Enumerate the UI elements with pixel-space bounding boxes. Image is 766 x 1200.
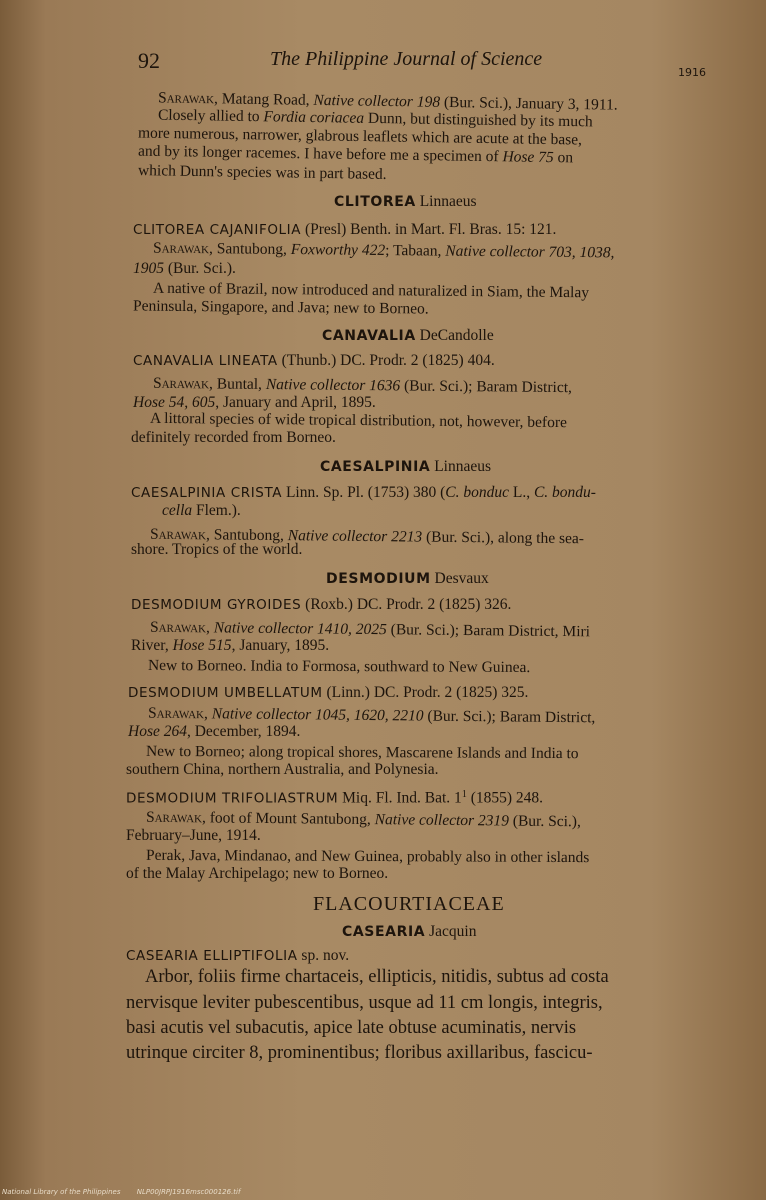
text-run: (1855) 248. <box>466 789 544 807</box>
text-run: FLACOURTIACEAE <box>313 893 505 915</box>
text-run: (Bur. Sci.), along the sea- <box>422 528 585 548</box>
text-run: Santubong, <box>216 240 291 259</box>
text-run: CANAVALIA LINEATA <box>133 353 278 369</box>
page-year: 1916 <box>678 66 706 79</box>
text-run: basi acutis vel subacutis, apice late obtuse acuminatis, nervis <box>126 1018 577 1038</box>
text-run: Sarawak <box>145 808 203 827</box>
text-run: C. bondu- <box>533 484 596 501</box>
text-line: Sarawak, Santubong, Foxworthy 422; Tabaan, Native collector 703, 1038, <box>152 239 615 262</box>
text-run: Linn. Sp. Pl. (1753) 380 ( <box>282 484 446 501</box>
page-number: 92 <box>138 48 160 73</box>
text-run: DESMODIUM <box>326 571 431 587</box>
text-run: Peninsula, Singapore, and Java; new to Borneo. <box>132 297 429 318</box>
text-run: Native collector 2213 <box>287 527 423 546</box>
text-run: , January and April, 1895. <box>215 394 376 411</box>
family-heading <box>313 893 505 916</box>
text-line: Sarawak, Santubong, Native collector 2213 (Bur. Sci.), along the sea- <box>149 525 585 548</box>
text-run: (Roxb.) DC. Prodr. 2 (1825) 326. <box>301 596 512 613</box>
species-heading <box>133 352 495 370</box>
text-run: CLITOREA CAJANIFOLIA <box>133 222 302 238</box>
text-run: 1905 <box>133 260 164 277</box>
text-run: CANAVALIA <box>322 328 416 344</box>
text-run: of the Malay Archipelago; new to Borneo. <box>126 865 389 882</box>
text-run: Linnaeus <box>415 193 477 210</box>
text-line <box>148 657 530 677</box>
text-run: DESMODIUM GYROIDES <box>131 597 302 613</box>
text-run: Arbor, foliis firme chartaceis, ellipticis, nitidis, subtus ad costa <box>145 967 609 987</box>
text-line: Sarawak, Matang Road, Native collector 198 (Bur. Sci.), January 3, 1911. <box>157 89 618 114</box>
latin-description-line <box>126 1042 592 1064</box>
text-run: DESMODIUM UMBELLATUM <box>128 685 323 701</box>
text-run: A native of Brazil, now introduced and naturalized in Siam, the Malay <box>152 279 590 302</box>
text-run: Perak, Java, Mindanao, and New Guinea, probably also in other islands <box>145 846 590 867</box>
text-run: Sarawak <box>147 704 205 723</box>
scan-footer <box>2 1188 254 1196</box>
text-run: 1 <box>461 789 467 800</box>
text-run: Native collector 198 <box>313 91 441 111</box>
text-run: nervisque leviter pubescentibus, usque ad 11 cm longis, integris, <box>126 993 603 1013</box>
text-run: River, <box>131 637 173 654</box>
footer-file-id: NLP00JRPJ1916msc000126.tif <box>136 1188 241 1196</box>
text-line: Sarawak, Native collector 1045, 1620, 2210 (Bur. Sci.); Baram District, <box>147 704 596 727</box>
text-run: (Linn.) DC. Prodr. 2 (1825) 325. <box>322 684 529 701</box>
text-run: (Bur. Sci.); Baram District, <box>400 377 573 397</box>
latin-description-line <box>126 992 603 1014</box>
text-run: and by its longer racemes. I have before me a specimen of <box>137 142 503 166</box>
text-line <box>162 502 241 520</box>
text-run: CLITOREA <box>334 194 416 210</box>
text-run: Native collector 703, 1038, <box>445 242 615 262</box>
text-run: A littoral species of wide tropical distribution, not, however, before <box>149 409 568 432</box>
text-run: Native collector 1636 <box>265 375 401 395</box>
text-run: (Bur. Sci.). <box>164 260 236 277</box>
running-title: The Philippine Journal of Science <box>270 48 543 70</box>
text-run: shore. Tropics of the world. <box>131 541 303 558</box>
species-heading <box>128 684 528 702</box>
text-line <box>126 865 388 883</box>
genus-heading <box>322 327 494 345</box>
text-run: C. bonduc <box>445 484 509 501</box>
text-run: Hose 515 <box>172 637 232 654</box>
text-run: February–June, 1914. <box>126 827 261 844</box>
text-run: southern China, northern Australia, and Polynesia. <box>126 761 439 778</box>
text-line <box>138 162 387 184</box>
text-line <box>133 260 236 278</box>
text-run: CASEARIA <box>342 924 426 940</box>
text-run: sp. nov. <box>297 947 350 964</box>
text-line <box>126 761 439 779</box>
text-run: Native collector 1045, 1620, 2210 <box>211 705 424 725</box>
text-line <box>131 637 329 655</box>
text-run: CASEARIA ELLIPTIFOLIA <box>126 948 298 964</box>
text-run: Sarawak <box>149 618 207 637</box>
text-line <box>126 827 261 845</box>
species-heading <box>131 596 511 614</box>
genus-heading <box>320 458 491 476</box>
species-heading <box>133 221 556 239</box>
text-run: Matang Road, <box>221 90 314 109</box>
text-run: , January, 1895. <box>231 637 330 654</box>
species-heading <box>131 484 596 502</box>
text-run: DeCandolle <box>415 327 494 344</box>
text-run: which Dunn's species was in part based. <box>137 162 387 183</box>
text-run: (Thunb.) DC. Prodr. 2 (1825) 404. <box>277 352 495 369</box>
text-run: Hose 264 <box>128 723 187 740</box>
text-run: Sarawak <box>152 239 210 258</box>
text-run: Fordia coriacea <box>263 108 365 127</box>
text-run: Sarawak <box>157 89 215 108</box>
text-run: Flem.). <box>192 502 241 519</box>
text-run: CAESALPINIA CRISTA <box>131 485 283 501</box>
text-run: Linnaeus <box>430 458 492 475</box>
text-run: Sarawak <box>149 525 207 544</box>
text-run: (Bur. Sci.), January 3, 1911. <box>439 93 618 114</box>
text-run: Miq. Fl. Ind. Bat. 1 <box>338 789 462 807</box>
text-run: , December, 1894. <box>186 723 301 740</box>
species-heading <box>126 789 543 808</box>
text-run: Hose 75 <box>502 148 554 167</box>
text-run: Foxworthy 422 <box>290 241 386 260</box>
text-run: Hose 54, 605 <box>133 394 216 411</box>
text-run: New to Borneo. India to Formosa, southward to New Guinea. <box>147 656 531 677</box>
text-run: utrinque circiter 8, prominentibus; floribus axillaribus, fascicu- <box>126 1043 593 1063</box>
text-run: New to Borneo; along tropical shores, Mascarene Islands and India to <box>145 742 579 763</box>
text-run: L., <box>509 484 534 501</box>
text-run: definitely recorded from Borneo. <box>131 429 336 446</box>
footer-library: National Library of the Philippines <box>2 1188 121 1196</box>
text-run: Dunn, but distinguished by its much <box>363 109 593 131</box>
text-run: (Bur. Sci.); Baram District, <box>423 707 596 727</box>
text-run: (Presl) Benth. in Mart. Fl. Bras. 15: 121. <box>301 221 557 238</box>
text-run: on <box>553 149 574 167</box>
text-run: foot of Mount Santubong, <box>209 809 375 829</box>
text-run: CAESALPINIA <box>320 459 431 475</box>
text-run: Native collector 2319 <box>374 811 510 830</box>
genus-heading <box>342 923 476 941</box>
species-heading <box>126 947 349 965</box>
text-run: ; Tabaan, <box>385 242 446 260</box>
text-line: Sarawak, Buntal, Native collector 1636 (Bur. Sci.); Baram District, <box>152 374 573 397</box>
text-line <box>133 297 429 318</box>
text-line: Sarawak, Native collector 1410, 2025 (Bur. Sci.); Baram District, Miri <box>149 618 591 641</box>
text-line <box>131 541 302 559</box>
latin-description-line <box>145 966 609 988</box>
text-run: Desvaux <box>430 570 489 587</box>
genus-heading <box>326 570 489 588</box>
text-line <box>128 723 300 741</box>
text-run: Santubong, <box>213 526 288 545</box>
text-run: Closely allied to <box>157 106 264 126</box>
text-run: more numerous, narrower, glabrous leaflets which are acute at the base, <box>137 124 583 149</box>
text-run: Sarawak <box>152 374 210 393</box>
genus-heading <box>334 193 477 211</box>
text-run: Buntal, <box>216 375 266 393</box>
text-run: (Bur. Sci.); Baram District, Miri <box>386 621 591 641</box>
text-run: Native collector 1410, 2025 <box>213 619 387 639</box>
text-line: Sarawak, foot of Mount Santubong, Native collector 2319 (Bur. Sci.), <box>145 808 581 831</box>
text-line <box>131 429 336 447</box>
latin-description-line <box>126 1017 576 1039</box>
text-run: Jacquin <box>425 923 477 940</box>
text-run: DESMODIUM TRIFOLIASTRUM <box>126 790 339 807</box>
text-run: (Bur. Sci.), <box>508 812 581 831</box>
text-run: cella <box>162 502 193 519</box>
